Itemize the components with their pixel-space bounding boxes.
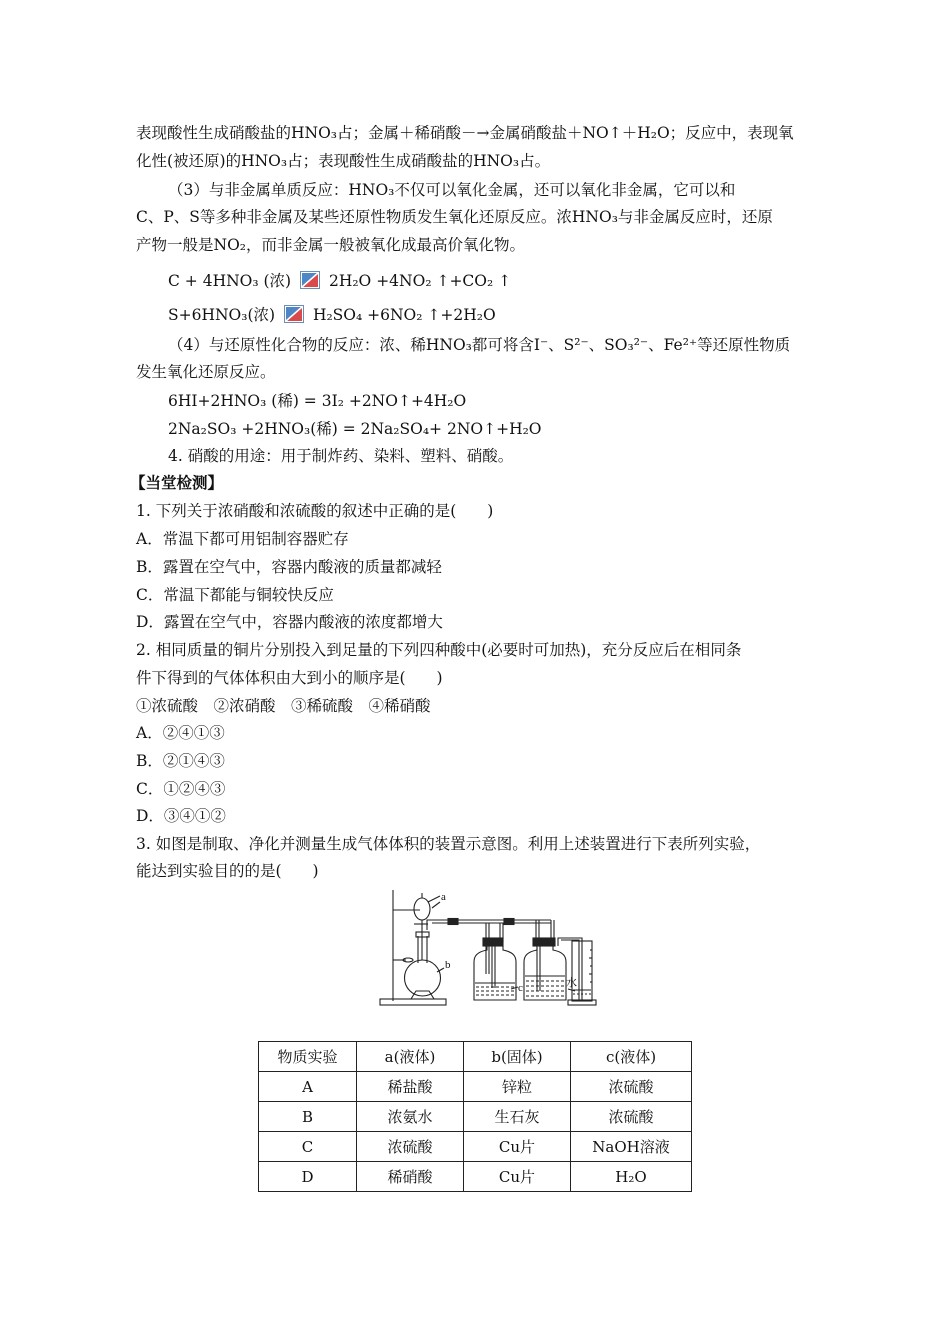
table-cell: 锌粒 (464, 1072, 571, 1102)
table-cell: C (259, 1132, 357, 1162)
paragraph-nonmetal-reaction-cont2: 产物一般是NO₂，而非金属一般被氧化成最高价氧化物。 (136, 236, 525, 254)
question-3-stem: 3. 如图是制取、净化并测量生成气体体积的装置示意图。利用上述装置进行下表所列实验， (136, 835, 761, 853)
equation-na2so3: 2Na₂SO₃ +2HNO₃(稀) = 2Na₂SO₄+ 2NO↑+H₂O (168, 420, 542, 438)
table-cell: 生石灰 (464, 1102, 571, 1132)
equation-right: 2H₂O +4NO₂ ↑+CO₂ ↑ (328, 272, 512, 290)
figure-label-a: a (441, 891, 446, 903)
table-row (259, 1132, 692, 1162)
question-1-stem: 1. 下列关于浓硝酸和浓硫酸的叙述中正确的是( ) (136, 502, 494, 520)
paragraph-reducing-compounds: （4）与还原性化合物的反应：浓、稀HNO₃都可将含I⁻、S²⁻、SO₃²⁻、Fe²⁺等还原性物质 (168, 336, 791, 354)
table-cell: H₂O (571, 1162, 692, 1192)
gas-apparatus-figure (376, 888, 612, 1012)
table-cell: NaOH溶液 (571, 1132, 692, 1162)
table-row (259, 1162, 692, 1192)
question-2-stem-cont: 件下得到的气体体积由大到小的顺序是( ) (136, 669, 443, 687)
table-header-cell: 物质实验 (259, 1042, 357, 1072)
table-cell: 浓硫酸 (571, 1102, 692, 1132)
table-header-cell: a(液体) (357, 1042, 464, 1072)
stand-base (380, 999, 446, 1005)
table-cell: 浓硫酸 (571, 1072, 692, 1102)
table-cell: 稀盐酸 (357, 1072, 464, 1102)
question-2-option-a: A．②④①③ (136, 724, 225, 742)
equation-hi: 6HI+2HNO₃ (稀) = 3I₂ +2NO↑+4H₂O (168, 392, 467, 410)
equation-carbon (168, 271, 511, 291)
paragraph-nitric-acid-metal-cont: 化性(被还原)的HNO₃占；表现酸性生成硝酸盐的HNO₃占。 (136, 152, 551, 170)
equation-left: S+6HNO₃(浓) (168, 306, 276, 324)
reaction-condition-image-icon (300, 271, 320, 289)
question-1-option-c: C．常温下都能与铜较快反应 (136, 586, 334, 604)
separatory-funnel (414, 898, 430, 920)
paragraph-nonmetal-reaction: （3）与非金属单质反应：HNO₃不仅可以氧化金属，还可以氧化非金属，它可以和 (168, 181, 736, 199)
table-cell: Cu片 (464, 1162, 571, 1192)
question-2-option-d: D．③④①② (136, 807, 226, 825)
table-cell: A (259, 1072, 357, 1102)
equation-sulfur (168, 305, 496, 325)
experiment-table (258, 1041, 692, 1192)
table-header-row (259, 1042, 692, 1072)
table-cell: B (259, 1102, 357, 1132)
wash-bottle-2 (524, 946, 566, 1000)
table-header-cell: b(固体) (464, 1042, 571, 1072)
equation-right: H₂SO₄ +6NO₂ ↑+2H₂O (312, 306, 496, 324)
table-cell: Cu片 (464, 1132, 571, 1162)
question-1-option-b: B．露置在空气中，容器内酸液的质量都减轻 (136, 558, 442, 576)
question-2-option-c: C．①②④③ (136, 780, 226, 798)
reaction-condition-image-icon (284, 305, 304, 323)
question-1-option-d: D．露置在空气中，容器内酸液的浓度都增大 (136, 613, 443, 631)
table-cell: 浓硫酸 (357, 1132, 464, 1162)
figure-label-water: 水 (566, 977, 577, 989)
bottle-2-stopper (533, 938, 555, 946)
paragraph-nitric-acid-metal: 表现酸性生成硝酸盐的HNO₃占；金属＋稀硝酸－→金属硝酸盐＋NO↑＋H₂O；反应中，表现氧 (136, 124, 794, 142)
paragraph-nonmetal-reaction-cont1: C、P、S等多种非金属及某些还原性物质发生氧化还原反应。浓HNO₃与非金属反应时，还原 (136, 208, 773, 226)
table-row (259, 1102, 692, 1132)
paragraph-uses: 4. 硝酸的用途：用于制炸药、染料、塑料、硝酸。 (168, 447, 514, 465)
figure-label-c: c (518, 982, 523, 994)
alcohol-lamp (411, 991, 434, 999)
question-2-choices: ①浓硫酸 ②浓硝酸 ③稀硫酸 ④稀硝酸 (136, 697, 431, 715)
table-cell: 稀硝酸 (357, 1162, 464, 1192)
figure-label-b: b (445, 959, 451, 971)
question-2-option-b: B．②①④③ (136, 752, 225, 770)
table-row (259, 1072, 692, 1102)
table-cell: D (259, 1162, 357, 1192)
table-cell: 浓氨水 (357, 1102, 464, 1132)
paragraph-reducing-compounds-cont: 发生氧化还原反应。 (136, 363, 276, 381)
equation-left: C + 4HNO₃ (浓) (168, 272, 292, 290)
question-3-stem-cont: 能达到实验目的的是( ) (136, 862, 319, 880)
question-2-stem: 2. 相同质量的铜片分别投入到足量的下列四种酸中(必要时可加热)，充分反应后在相同条 (136, 641, 742, 659)
section-heading: 【当堂检测】 (130, 473, 224, 492)
table-header-cell: c(液体) (571, 1042, 692, 1072)
question-1-option-a: A．常温下都可用铝制容器贮存 (136, 530, 349, 548)
